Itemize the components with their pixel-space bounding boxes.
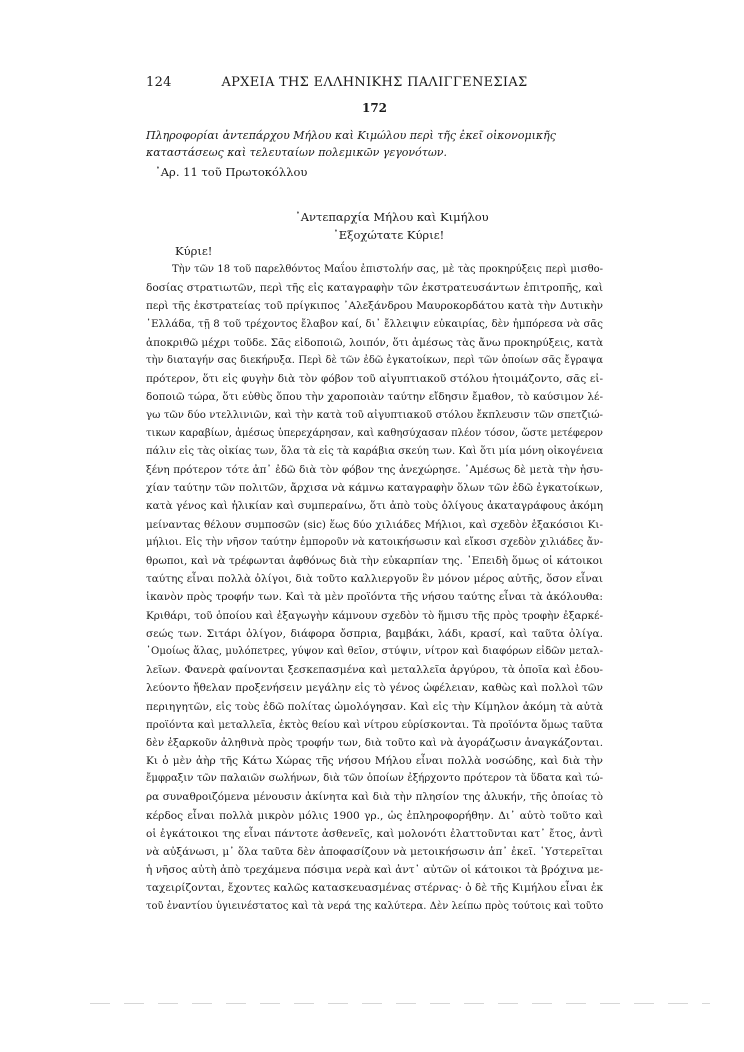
body-line: τὴν διαταγήν σας διεκήρυξα. Περὶ δὲ τῶν ἐδῶ ἐγκατοίκων, περὶ τῶν ὁποίων σᾶς ἔγραψα [146,354,603,366]
body-line: δοσίας στρατιωτῶν, περὶ τῆς εἰς καταγραφὴν τῶν ἐκστρατευσάντων ἐπιτροπῆς, καὶ [146,282,603,295]
letter-body [146,261,603,916]
page-number: 124 [146,75,172,90]
sender-address: ᾽Εξοχώτατε Κύριε! [333,228,445,242]
body-line: περιηγητῶν, εἰς τοὺς ἐδῶ πολίτας ὡμολόγησαν. Καὶ εἰς τὴν Κίμηλον ἀκόμη τὰ αὐτὰ [146,700,603,713]
body-line: ἡ νῆσος αὐτὴ ἀπὸ τρεχάμενα πόσιμα νερὰ καὶ ἀντ᾽ αὐτῶν οἱ κάτοικοι τὰ βρόχινα με- [146,864,603,877]
body-line: κέρδος εἶναι πολλὰ μικρὸν μόλις 1900 γρ., ὡς ἐπληροφορήθην. Δι᾽ αὐτὸ τοῦτο καὶ [146,809,603,822]
body-line: θρωποι, καὶ νὰ τρέφωνται ἀφθόνως διὰ τὴν εὐκαρπίαν της. ᾽Επειδὴ ὅμως οἱ κάτοικοι [146,555,603,567]
body-line: λεύοντο ἤθελαν προξενήσειν μεγάλην εἰς τὸ γένος ὠφέλειαν, καθὼς καὶ πολλοὶ τῶν [146,682,603,695]
body-line: ταύτης εἶναι πολλὰ ὀλίγοι, διὰ τοῦτο καλλιεργοῦν ἓν μόνον μέρος αὐτῆς, ὅσον εἶναι [146,573,603,586]
sender-office: ᾽Αντεπαρχία Μήλου καὶ Κιμήλου [295,210,489,224]
body-line: Τὴν τῶν 18 τοῦ παρελθόντος Μαΐου ἐπιστολήν σας, μὲ τὰς προκηρύξεις περὶ μισθο- [172,264,603,275]
body-line: μήλιοι. Εἰς τὴν νῆσον ταύτην ἐμποροῦν νὰ κατοικήσωσιν καὶ εἴκοσι σχεδὸν χιλιάδες ἄν- [146,536,603,548]
body-line: κατὰ γένος καὶ ἡλικίαν καὶ συμπεραίνω, ὅτι ἀπὸ τοὺς ὀλίγους ἀκαταγράφους ἀκόμη [146,500,603,513]
body-line: ξένη πρότερον τότε ἀπ᾽ ἐδῶ διὰ τὸν φόβον της ἀνεχώρησε. ᾽Αμέσως δὲ μετὰ τὴν ἡσυ- [146,464,603,477]
body-line: τοῦ ἐναντίου ὑγιεινέστατος καὶ τὰ νερά της καλύτερα. Δὲν λείπω πρὸς τούτοις καὶ τοῦτο [146,900,603,912]
body-line: νὰ αὐξάνωσι, μ᾽ ὅλα ταῦτα δὲν ἀποφασίζουν νὰ μετοικήσωσιν ἀπ᾽ ἐκεῖ. ῾Υστερεῖται [146,846,603,858]
body-line: πάλιν εἰς τὰς οἰκίας των, ὅλα τὰ εἰς τὰ καράβια σκεύη των. Καὶ ὅτι μία μόνη οἰκογένεια [146,445,603,457]
body-line: πρότερον, ὅτι εἰς φυγὴν διὰ τὸν φόβον τοῦ αἰγυπτιακοῦ στόλου ἡτοιμάζοντο, σᾶς εἰ- [146,373,603,386]
body-line: Κριθάρι, τοῦ ὁποίου καὶ ἐξαγωγὴν κάμνουν σχεδὸν τὸ ἥμισυ τῆς πρὸς τροφὴν ἐξαρκέ- [146,609,603,622]
body-line: γω τῶν δύο ντελλινιῶν, καὶ τὴν κατὰ τοῦ αἰγυπτιακοῦ στόλου ἔκπλευσιν τῶν σπετζιώ- [146,409,603,421]
body-line: περὶ τῆς ἐκστρατείας τοῦ πρίγκιπος ᾽Αλεξάνδρου Μαυροκορδάτου κατὰ τὴν Δυτικὴν [146,300,603,313]
body-line: χίαν ταύτην τῶν πολιτῶν, ἄρχισα νὰ κάμνω καταγραφὴν ὅλων τῶν ἐδῶ ἐγκατοίκων, [146,482,603,495]
body-line: προϊόντα καὶ μεταλλεῖα, ἐκτὸς θείου καὶ νίτρου εὑρίσκονται. Τὰ προϊόντα ὅμως ταῦτα [146,718,603,731]
protocol-number: ᾽Αρ. 11 τοῦ Πρωτοκόλλου [155,165,308,179]
sender-block [295,208,489,244]
body-line: δοποιῶ τώρα, ὅτι εὐθὺς ὅπου τὴν χαροποιὰν ταύτην εἴδησιν ἔμαθον, τὸ καύσιμον λέ- [146,391,603,404]
body-line: ἱκανὸν πρὸς τροφήν των. Καὶ τὰ μὲν προϊόντα τῆς νήσου ταύτης εἶναι τὰ ἀκόλουθα: [146,591,603,604]
body-line: ῾Ομοίως ἅλας, μυλόπετρες, γύψον καὶ θεῖον, στύψιν, νίτρον καὶ διαφόρων εἰδῶν μεταλ- [146,645,603,657]
scan-artifact-line [90,1003,710,1004]
body-line: μείναντας θέλουν συμποσῶν (sic) ἕως δύο χιλιάδες Μήλιοι, καὶ σχεδὸν ἑξακόσιοι Κι- [146,518,603,531]
body-line: ταχειρίζονται, ἔχοντες καλῶς κατασκευασμένας στέρνας· ὁ δὲ τῆς Κιμήλου εἶναι ἐκ [146,882,603,895]
document-summary: Πληροφορίαι ἀντεπάρχου Μήλου καὶ Κιμώλου περὶ τῆς ἐκεῖ οἰκονομικῆς καταστάσεως καὶ τελευταίων πολεμικῶν γεγονότων. [146,129,556,159]
salutation: Κύριε! [175,244,213,258]
body-line: σεώς των. Σιτάρι ὀλίγον, διάφορα ὄσπρια, βαμβάκι, λάδι, κρασί, καὶ ταῦτα ὀλίγα. [146,627,603,640]
body-line: δὲν ἐξαρκοῦν ἀληθινὰ πρὸς τροφήν των, διὰ τοῦτο καὶ νὰ ἀγοράζωσιν ἀναγκάζονται. [146,736,603,749]
body-line: ἀποκριθῶ μέχρι τοῦδε. Σᾶς εἰδοποιῶ, λοιπόν, ὅτι ἀμέσως τὰς ἄνω προκηρύξεις, κατὰ [146,336,603,349]
body-line: ῾Ελλάδα, τῇ 8 τοῦ τρέχοντος ἔλαβον καί, δι᾽ ἔλλειψιν εὐκαιρίας, δὲν ἠμπόρεσα νὰ σᾶς [146,318,603,330]
body-line: τικων καραβίων, ἀμέσως ὑπερεχάρησαν, καὶ καθησύχασαν πλέον τόσον, ὥστε μετέφερον [146,427,603,439]
document-number: 172 [361,101,388,115]
body-line: ἔμφραξιν τῶν παλαιῶν σωλήνων, διὰ τῶν ὁποίων ἐξήρχοντο πρότερον τὰ ὕδατα καὶ τώ- [146,773,603,785]
body-line: λεῖων. Φανερὰ φαίνονται ξεσκεπασμένα καὶ μεταλλεῖα ἀργύρου, τὰ ὁποῖα καὶ ἐδου- [146,664,603,677]
body-line: οἱ ἐγκάτοικοι της εἶναι πάντοτε ἀσθενεῖς, καὶ μολονότι ἐλαττοῦνται κατ᾽ ἔτος, ἀντὶ [146,827,603,840]
body-line: Κι ὁ μὲν ἀὴρ τῆς Κάτω Χώρας τῆς νήσου Μήλου εἶναι πολλὰ νοσώδης, καὶ διὰ τὴν [146,755,603,768]
running-title: ΑΡΧΕΙΑ ΤΗΣ ΕΛΛΗΝΙΚΗΣ ΠΑΛΙΓΓΕΝΕΣΙΑΣ [221,75,528,90]
body-line: ρα συναθροιζόμενα μένουσιν ἀκίνητα καὶ διὰ τὴν πλησίον της ἁλυκήν, τῆς ὁποίας τὸ [146,791,603,804]
